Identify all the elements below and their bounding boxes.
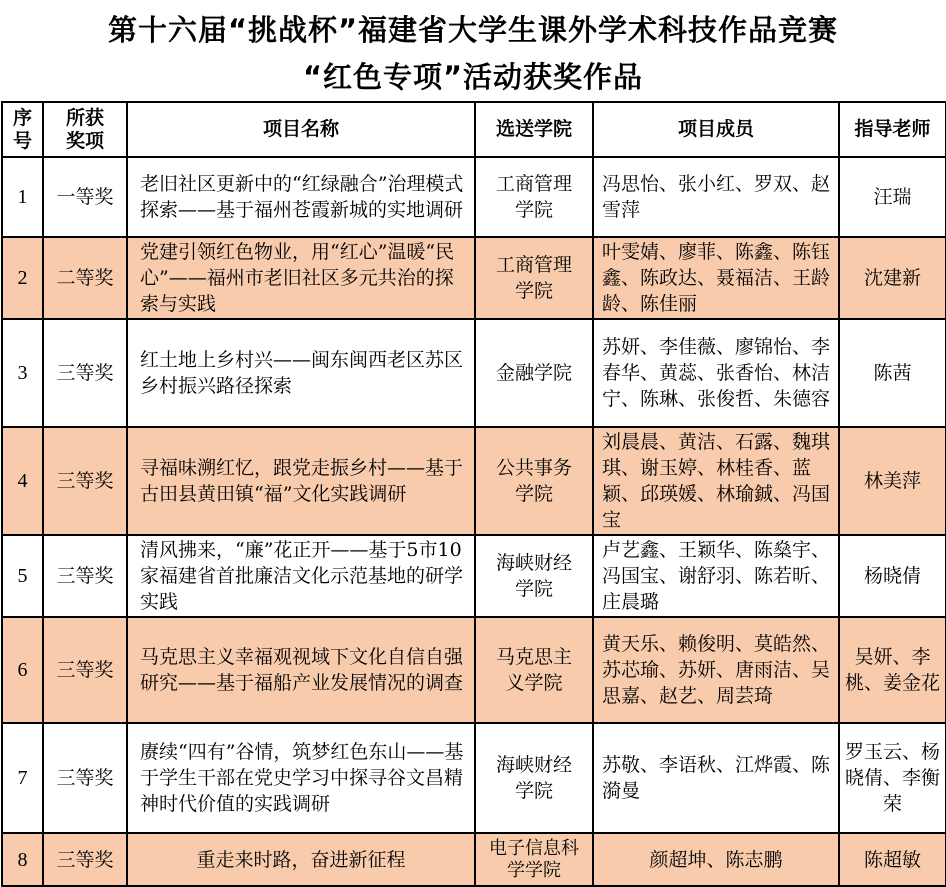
row-project: 红土地上乡村兴——闽东闽西老区苏区乡村振兴路径探索 — [127, 319, 475, 427]
table-row — [2, 617, 946, 723]
header-advisor: 指导老师 — [839, 102, 946, 157]
header-members: 项目成员 — [593, 102, 839, 157]
row-index: 1 — [2, 157, 43, 237]
row-award: 三等奖 — [43, 723, 127, 833]
row-members: 叶雯婧、廖菲、陈鑫、陈钰鑫、陈政达、聂福洁、王龄龄、陈佳丽 — [593, 237, 839, 319]
row-advisor: 杨晓倩 — [839, 535, 946, 617]
row-index: 6 — [2, 617, 43, 723]
row-college: 公共事务学院 — [475, 427, 593, 535]
row-index: 8 — [2, 833, 43, 886]
table-row — [2, 157, 946, 237]
row-members: 苏敬、李语秋、江烨霞、陈漪曼 — [593, 723, 839, 833]
row-advisor: 陈超敏 — [839, 833, 946, 886]
row-college: 工商管理学院 — [475, 157, 593, 237]
row-award: 三等奖 — [43, 535, 127, 617]
header-award: 所获奖项 — [43, 102, 127, 157]
table-row — [2, 723, 946, 833]
row-college: 海峡财经学院 — [475, 535, 593, 617]
row-college: 海峡财经学院 — [475, 723, 593, 833]
row-project: 重走来时路，奋进新征程 — [127, 833, 475, 886]
row-index: 3 — [2, 319, 43, 427]
page-title: 第十六届“挑战杯”福建省大学生课外学术科技作品竞赛 — [107, 13, 839, 47]
row-index: 4 — [2, 427, 43, 535]
row-advisor: 罗玉云、杨晓倩、李衡荣 — [839, 723, 946, 833]
row-award: 一等奖 — [43, 157, 127, 237]
row-members: 黄天乐、赖俊明、莫皓然、苏芯瑜、苏妍、唐雨洁、吴思嘉、赵艺、周芸琦 — [593, 617, 839, 723]
row-award: 三等奖 — [43, 617, 127, 723]
table-row — [2, 319, 946, 427]
page-subtitle: “红色专项”活动获奖作品 — [302, 60, 644, 94]
row-index: 2 — [2, 237, 43, 319]
row-project: 赓续“四有”谷情，筑梦红色东山——基于学生干部在党史学习中探寻谷文昌精神时代价值的实践调研 — [127, 723, 475, 833]
row-members: 冯思怡、张小红、罗双、赵雪萍 — [593, 157, 839, 237]
header-index: 序号 — [2, 102, 43, 157]
row-project: 老旧社区更新中的“红绿融合”治理模式探索——基于福州苍霞新城的实地调研 — [127, 157, 475, 237]
row-project: 清风拂来，“廉”花正开——基于5市10家福建省首批廉洁文化示范基地的研学实践 — [127, 535, 475, 617]
header-college: 选送学院 — [475, 102, 593, 157]
table-row — [2, 427, 946, 535]
row-project: 寻福味溯红忆，跟党走振乡村——基于古田县黄田镇“福”文化实践调研 — [127, 427, 475, 535]
row-college: 电子信息科学学院 — [475, 833, 593, 886]
row-index: 7 — [2, 723, 43, 833]
row-members: 刘晨晨、黄洁、石露、魏琪琪、谢玉婷、林桂香、蓝颖、邱瑛媛、林瑜鋮、冯国宝 — [593, 427, 839, 535]
row-award: 三等奖 — [43, 427, 127, 535]
row-project: 马克思主义幸福观视域下文化自信自强研究——基于福船产业发展情况的调查 — [127, 617, 475, 723]
row-members: 卢艺鑫、王颖华、陈燊宇、冯国宝、谢舒羽、陈若昕、庄晨璐 — [593, 535, 839, 617]
table-row — [2, 535, 946, 617]
row-college: 工商管理学院 — [475, 237, 593, 319]
row-members: 颜超坤、陈志鹏 — [593, 833, 839, 886]
awards-table — [1, 101, 946, 887]
row-project: 党建引领红色物业，用“红心”温暖“民心”——福州市老旧社区多元共治的探索与实践 — [127, 237, 475, 319]
table-row — [2, 237, 946, 319]
table-header-row — [2, 102, 946, 157]
row-members: 苏妍、李佳薇、廖锦怡、李春华、黄蕊、张香怡、林洁宁、陈琳、张俊哲、朱德容 — [593, 319, 839, 427]
row-index: 5 — [2, 535, 43, 617]
row-award: 三等奖 — [43, 833, 127, 886]
row-advisor: 沈建新 — [839, 237, 946, 319]
row-advisor: 林美萍 — [839, 427, 946, 535]
row-award: 三等奖 — [43, 319, 127, 427]
row-award: 二等奖 — [43, 237, 127, 319]
row-advisor: 陈茜 — [839, 319, 946, 427]
row-college: 金融学院 — [475, 319, 593, 427]
header-project: 项目名称 — [127, 102, 475, 157]
row-college: 马克思主义学院 — [475, 617, 593, 723]
table-row — [2, 833, 946, 886]
row-advisor: 汪瑞 — [839, 157, 946, 237]
row-advisor: 吴妍、李桃、姜金花 — [839, 617, 946, 723]
